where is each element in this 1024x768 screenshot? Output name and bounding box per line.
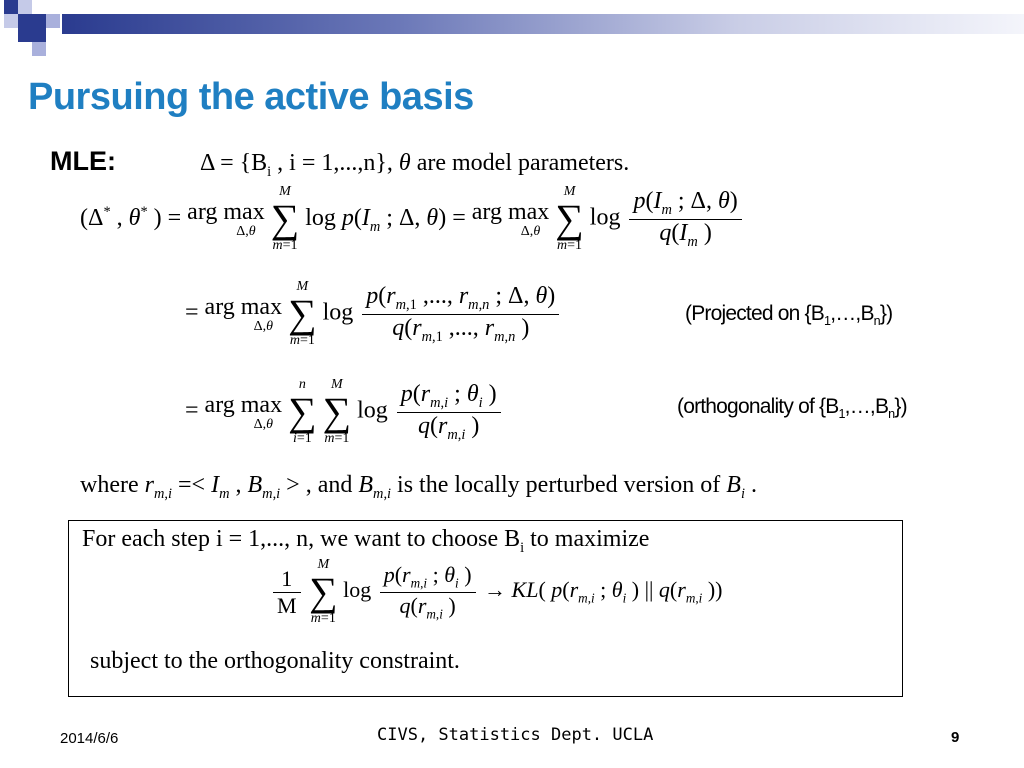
box-equation <box>270 558 722 626</box>
where-line: where $r_{m,i} =< I_m$ , $B_{m,i}$ > , and $B_{m,i}$ is the locally perturbed version of $B_i$ . <box>80 472 757 502</box>
note-orthogonality: (orthogonality of $\{B_1,\dots,B_n\}$) <box>677 395 907 422</box>
note-projected: (Projected on $\{B_1,\dots,B_n\}$) <box>685 302 893 329</box>
page-number: 9 <box>951 729 960 746</box>
eq1-middle: $\log p(I_m$ ; Δ, θ) = <box>305 204 472 235</box>
fraction-2: $\frac{p(r_{m,1} ,..., r_{m,n} ; \Delta, \theta)}{q(r_{m,1} ,..., r_{m,n} )}$ <box>362 283 559 346</box>
box-line-1: For each step i = 1,..., n, we want to choose $B_i$ to maximize <box>82 526 650 556</box>
sum-operator-2: M ∑ m=1 <box>555 184 584 253</box>
sum-operator-5: M ∑ m=1 <box>322 377 352 446</box>
deco-square-1 <box>4 0 18 14</box>
equation-2 <box>185 280 562 348</box>
deco-square-5 <box>46 14 60 28</box>
equation-3 <box>185 378 504 446</box>
deco-square-3 <box>4 14 18 28</box>
equals-3: = <box>185 397 205 424</box>
box-log: log <box>343 577 372 603</box>
box-fraction: $\frac{p(r_{m,i} ; \theta_i )}{q(r_{m,i} )}$ <box>380 562 476 622</box>
slide-title: Pursuing the active basis <box>28 76 474 118</box>
deco-square-2 <box>18 0 32 14</box>
fraction-3: $\frac{p(r_{m,i} ; \theta_i )}{q(r_{m,i} )}$ <box>397 381 501 444</box>
argmax-2: arg max Δ,θ <box>471 199 550 239</box>
deco-square-4 <box>18 14 46 42</box>
deco-square-6 <box>32 42 46 56</box>
sum-operator-1: M ∑ m=1 <box>270 184 300 253</box>
model-definition: $\Delta = \{B_i$ , i = 1,...,n}, θ are model parameters. <box>200 150 630 180</box>
argmax-1: arg max Δ,θ <box>187 199 265 239</box>
equation-1 <box>80 185 745 253</box>
argmax-4: arg max Δ,θ <box>204 392 283 432</box>
log-3: log <box>357 397 388 424</box>
sum-operator-4: n ∑ i=1 <box>288 377 317 446</box>
log-1: log <box>589 204 621 231</box>
box-line-3: subject to the orthogonality constraint. <box>90 648 460 674</box>
footer-date: 2014/6/6 <box>60 730 119 747</box>
eq1-lhs: (Δ* , θ* ) = <box>80 203 188 231</box>
box-kl-divergence: → KL( $p(r_{m,i}$ ; $\theta_i$ ) || $q(r_{m,i}$ )) <box>484 577 723 606</box>
header-gradient-bar <box>62 14 1024 34</box>
equals-2: = <box>185 299 205 326</box>
argmax-3: arg max Δ,θ <box>204 294 283 334</box>
log-2: log <box>322 299 354 326</box>
mle-label: MLE: <box>50 146 116 176</box>
box-sum-operator: M ∑ m=1 <box>309 557 338 626</box>
fraction-1: $\frac{p(I_m ; \Delta, \theta)}{q(I_m )}$ <box>629 188 741 251</box>
footer-center-text: CIVS, Statistics Dept. UCLA <box>377 725 654 745</box>
box-fraction-1-over-M: $\frac{1}{M}$ <box>273 566 301 619</box>
sum-operator-3: M ∑ m=1 <box>288 279 317 348</box>
